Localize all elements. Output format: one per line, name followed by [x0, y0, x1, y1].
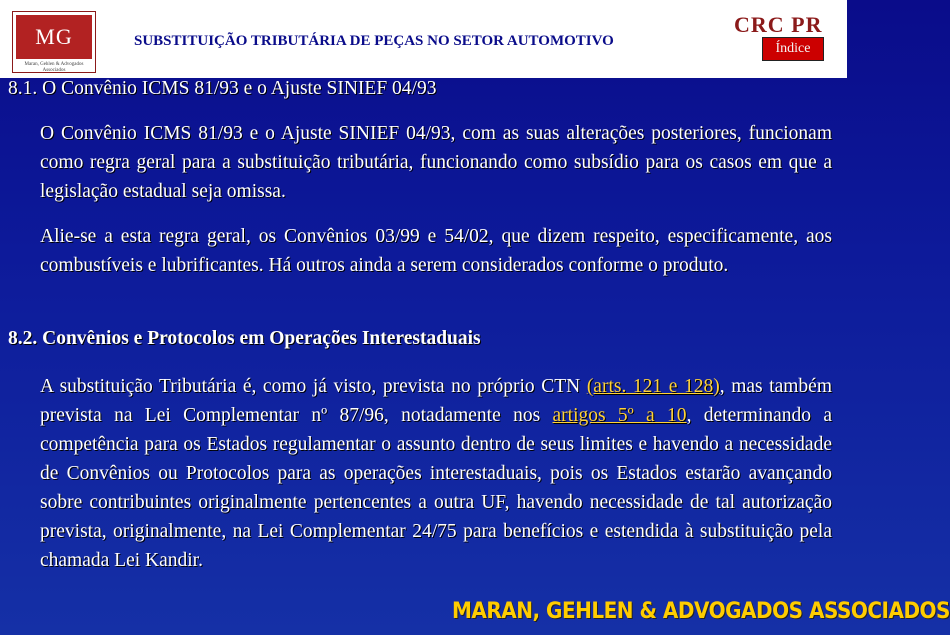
paragraph-3	[40, 372, 832, 575]
firm-name-footer: MARAN, GEHLEN & ADVOGADOS ASSOCIADOS	[452, 597, 950, 624]
indice-button[interactable]: Índice	[762, 37, 824, 61]
mg-logo-mark: MG	[16, 15, 92, 59]
header-bar	[0, 0, 847, 78]
paragraph-3-text-a: A substituição Tributária é, como já visto, prevista no próprio CTN	[40, 376, 587, 397]
paragraph-1: O Convênio ICMS 81/93 e o Ajuste SINIEF 04/93, com as suas alterações posteriores, funcionam como regra geral para a substituição tributária, funcionando como subsídio para os casos em que a legislação estadual seja omissa.	[40, 123, 832, 202]
paragraph-2: Alie-se a esta regra geral, os Convênios 03/99 e 54/02, que dizem respeito, especificamente, aos combustíveis e lubrificantes. Há outros ainda a serem considerados conforme o produto.	[40, 226, 832, 276]
page-title: SUBSTITUIÇÃO TRIBUTÁRIA DE PEÇAS NO SETOR AUTOMOTIVO	[134, 33, 614, 49]
lc-articles-link[interactable]: artigos 5º a 10	[552, 405, 687, 426]
ctn-articles-link[interactable]: (arts. 121 e 128)	[586, 376, 720, 397]
crc-logo-text: CRC PR	[734, 12, 823, 37]
section-heading-8-1: 8.1. O Convênio ICMS 81/93 e o Ajuste SINIEF 04/93	[8, 78, 437, 99]
mg-logo-subtext: Maran, Gehlen & Advogados Associados	[24, 62, 84, 73]
paragraph-3-text-b: , mas também prevista na Lei Complementar nº 87/96, notadamente nos	[40, 376, 832, 426]
paragraph-3-text-c: , determinando a competência para os Estados regulamentar o assunto dentro de seus limites e havendo a necessidade de Convênios ou Protocolos para as operações interestaduais, pois os Estados estarão avançando sobre contribuintes originalmente pertencentes a outra UF, havendo necessidade de tal autorização prevista, originalmente, na Lei Complementar 24/75 para benefícios e estendida à substituição pela chamada Lei Kandir.	[40, 405, 832, 571]
mg-logo	[12, 11, 96, 73]
section-heading-8-2: 8.2. Convênios e Protocolos em Operações Interestaduais	[8, 328, 481, 349]
